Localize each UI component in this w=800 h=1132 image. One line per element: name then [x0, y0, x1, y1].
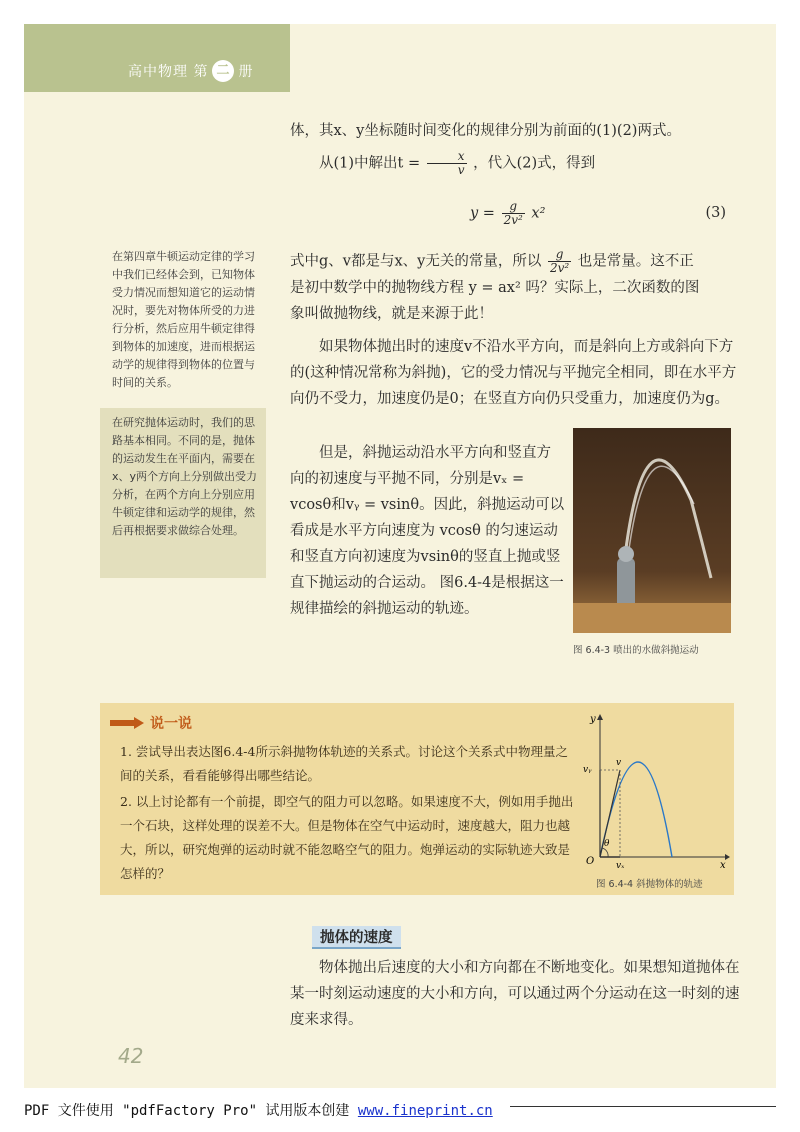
x-axis-label: x [720, 860, 726, 870]
photo-caption: 图 6.4-3 喷出的水做斜抛运动 [573, 645, 699, 656]
section-paragraph: 物体抛出后速度的大小和方向都在不断地变化。如果想知道抛体在某一时刻运动速度的大小和方向，可以通过两个分运动在这一时刻的速度来求得。 [290, 960, 740, 1028]
parabola-line-3: 象叫做抛物线，就是来源于此！ [290, 306, 493, 322]
x-axis-arrow [725, 854, 730, 860]
theta-arc [602, 848, 608, 857]
y-axis-arrow [597, 714, 603, 720]
arrow-icon [110, 717, 144, 729]
fineprint-link[interactable]: www.fineprint.cn [357, 1103, 493, 1119]
origin-label: O [586, 856, 595, 867]
solve-text-2: ，代入(2)式，得到 [473, 155, 596, 172]
fountain-illustration [573, 428, 731, 633]
equation-label: (3) [705, 205, 726, 221]
fraction-x-over-v: $\frac{x}{v}$ [427, 150, 467, 177]
parabola-text: 式中g、v都是与x、y无关的常量，所以 [290, 253, 542, 270]
v-label: v [616, 758, 622, 768]
paragraph-components: 但是，斜抛运动沿水平方向和竖直方向的初速度与平抛不同，分别是vₓ = vcosθ和vᵧ = vsinθ。因此，斜抛运动可以看成是水平方向速度为 vcosθ 的匀速运动和竖直方向初速度为vsinθ的竖直上抛或竖直下抛运动的合运动。 图6.4-4是根据这一规律描绘的斜抛运动的轨迹。 [290, 445, 565, 617]
page-number: 42 [118, 1044, 144, 1068]
sidenote-2: 在研究抛体运动时，我们的思路基本相同。不同的是，抛体的运动发生在平面内，需要在x、y两个方向上分别做出受力分析，在两个方向上分别应用牛顿定律和运动学的规律，然后再根据要求做综合处理。 [112, 416, 258, 537]
sidenote-1: 在第四章牛顿运动定律的学习中我们已经体会到，已知物体受力情况而想知道它的运动情况时，要先对物体所受的力进行分析，然后应用牛顿定律得到物体的加速度，进而根据运动学的规律得到物体的位置与时间的关系。 [112, 250, 255, 389]
equation-rhs: x² [531, 205, 546, 222]
paragraph-parabola [290, 248, 740, 327]
velocity-vector [600, 770, 620, 857]
y-axis-label: y [590, 714, 596, 725]
equation-fraction: $\frac{g}{\text{2v²}}$ [503, 199, 523, 227]
paragraph-intro: 体，其x、y坐标随时间变化的规律分别为前面的(1)(2)两式。 [290, 123, 681, 139]
question-2: 2. 以上讨论都有一个前提，即空气的阻力可以忽略。如果速度不大，例如用手抛出一个石块，这样处理的误差不大。但是物体在空气中运动时，速度越大，阻力也越大，所以，研究炮弹的运动时就不能忽略空气的阻力。炮弹运动的实际轨迹大致是怎样的？ [120, 794, 574, 881]
vx-label: vₓ [616, 861, 625, 870]
footer-rule [510, 1106, 776, 1107]
discussion-title [110, 713, 192, 733]
diagram-caption: 图 6.4-4 斜抛物体的轨迹 [596, 879, 703, 890]
fountain-photo [573, 428, 731, 633]
footer-text: PDF 文件使用 "pdfFactory Pro" 试用版本创建 [24, 1103, 358, 1119]
solve-text: 从(1)中解出t = [319, 155, 421, 172]
volume-badge: 二 [212, 60, 234, 82]
section-title: 抛体的速度 [312, 926, 401, 949]
equation-lhs: y = [470, 205, 495, 222]
trajectory-diagram [580, 712, 730, 870]
header-title: 高中物理 第 [128, 64, 209, 80]
theta-label: θ [604, 839, 610, 849]
equation-3 [470, 200, 740, 227]
running-header [128, 60, 253, 82]
header-suffix: 册 [238, 64, 254, 80]
parabola-fraction: $\frac{g}{\text{2v²}}$ [549, 247, 570, 275]
vy-label: vᵧ [583, 765, 592, 775]
discussion-title-text: 说一说 [150, 716, 192, 732]
question-1: 1. 尝试导出表达图6.4-4所示斜抛物体轨迹的关系式。讨论这个关系式中物理量之间的关系，看看能够得出哪些结论。 [120, 744, 568, 783]
paragraph-oblique: 如果物体抛出时的速度v不沿水平方向，而是斜向上方或斜向下方的(这种情况常称为斜抛)，它的受力情况与平抛完全相同，即在水平方向仍不受力，加速度仍是0；在竖直方向仍只受重力，加速度仍为g。 [290, 339, 737, 407]
paragraph-solve [290, 150, 740, 177]
parabola-text-2: 也是常量。这不正 [577, 253, 694, 270]
pdf-footer [24, 1100, 493, 1120]
parabola-line-2: 是初中数学中的抛物线方程 y = ax² 吗？实际上，二次函数的图 [290, 280, 700, 296]
